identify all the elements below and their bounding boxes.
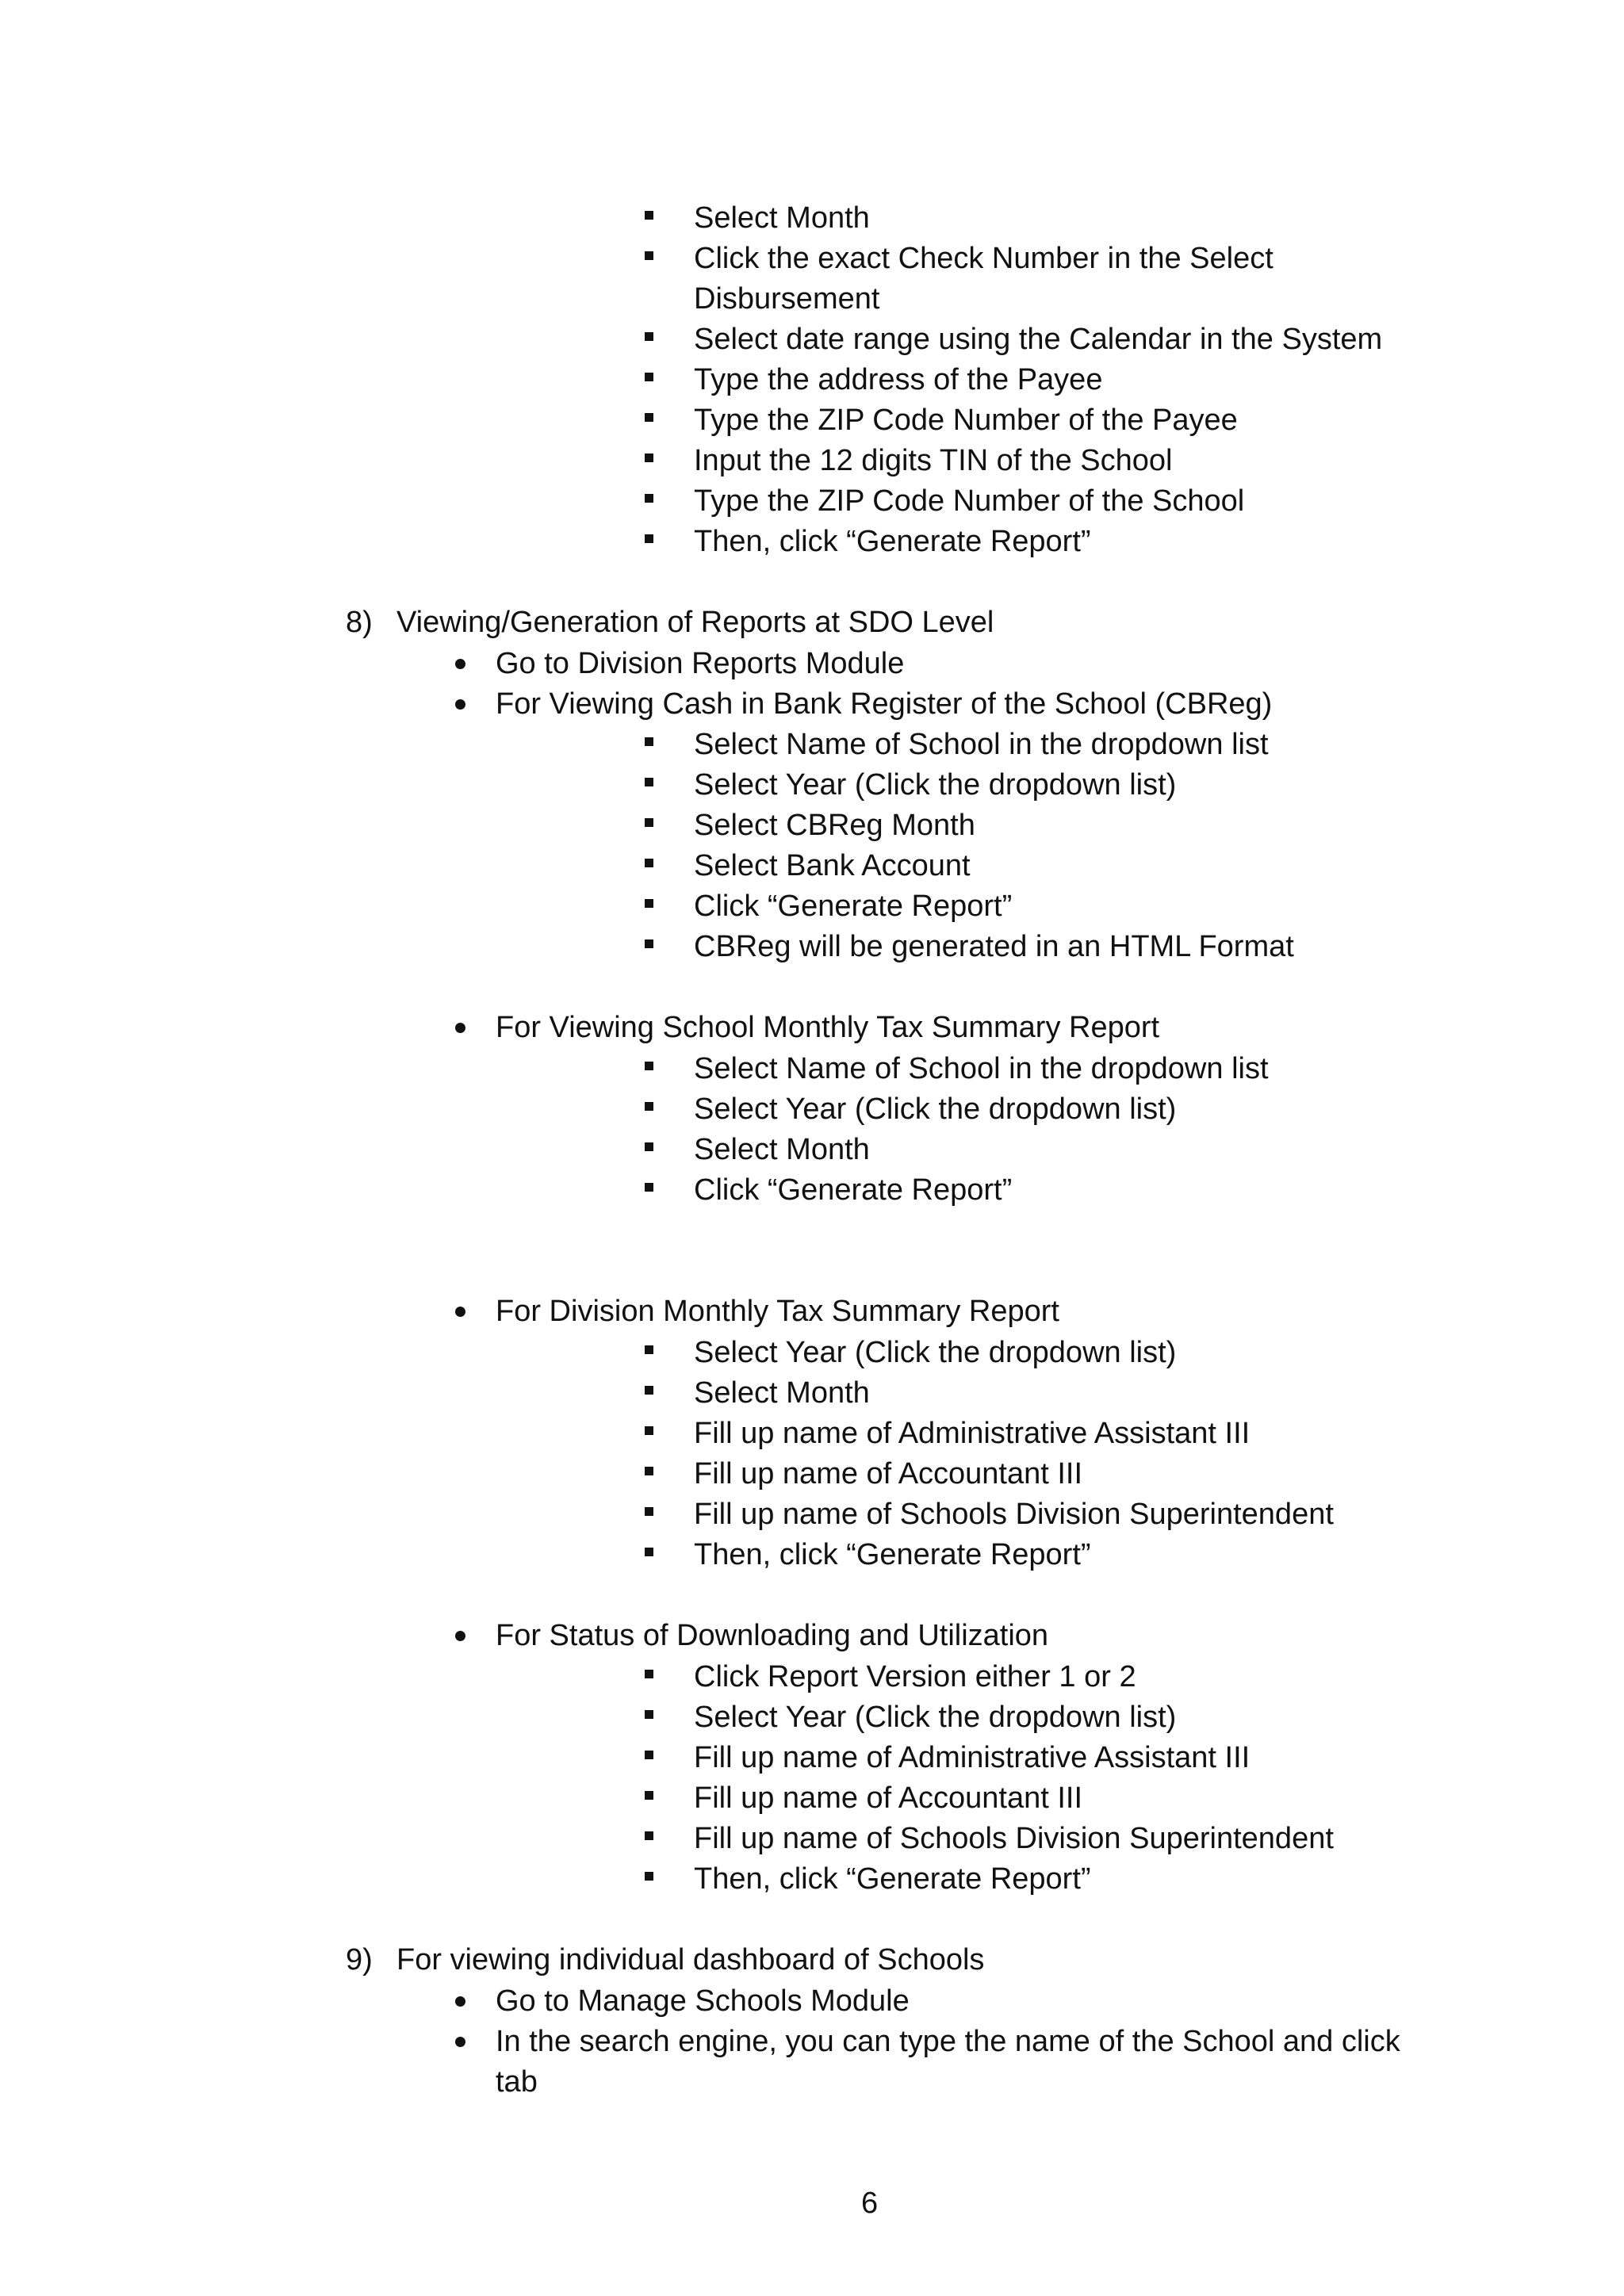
bullet-item: For Status of Downloading and Utilization <box>496 1619 1049 1652</box>
sub-item: Select CBReg Month <box>694 809 975 842</box>
section-number: 8) <box>346 606 373 639</box>
sub-item: Select Month <box>694 1133 870 1166</box>
square-bullet-icon <box>645 737 653 746</box>
bullet-icon <box>455 1631 465 1641</box>
sub-item: Select Month <box>694 201 870 235</box>
square-bullet-icon <box>645 1751 653 1759</box>
section-title: Viewing/Generation of Reports at SDO Level <box>396 606 994 639</box>
square-bullet-icon <box>645 818 653 827</box>
square-bullet-icon <box>645 1345 653 1354</box>
bullet-icon <box>455 1023 465 1033</box>
sub-item: Type the address of the Payee <box>694 363 1103 396</box>
bullet-icon <box>455 2037 465 2047</box>
sub-item: Then, click “Generate Report” <box>694 525 1091 558</box>
sub-item: Input the 12 digits TIN of the School <box>694 444 1173 477</box>
square-bullet-icon <box>645 1183 653 1192</box>
square-bullet-icon <box>645 1831 653 1840</box>
bullet-item: For Viewing Cash in Bank Register of the School (CBReg) <box>496 687 1273 721</box>
square-bullet-icon <box>645 534 653 543</box>
square-bullet-icon <box>645 1386 653 1395</box>
square-bullet-icon <box>645 251 653 260</box>
sub-item: Fill up name of Accountant III <box>694 1781 1083 1815</box>
sub-item: Type the ZIP Code Number of the Payee <box>694 404 1238 437</box>
sub-item: Fill up name of Schools Division Superintendent <box>694 1822 1334 1855</box>
sub-item: Then, click “Generate Report” <box>694 1538 1091 1571</box>
bullet-icon <box>455 1307 465 1317</box>
sub-item: Select Year (Click the dropdown list) <box>694 1336 1177 1369</box>
sub-item: Select Year (Click the dropdown list) <box>694 1701 1177 1734</box>
bullet-item-continuation: tab <box>496 2065 538 2099</box>
sub-item: Click the exact Check Number in the Select <box>694 242 1274 275</box>
sub-item: Fill up name of Accountant III <box>694 1457 1083 1490</box>
square-bullet-icon <box>645 413 653 422</box>
sub-item: Click Report Version either 1 or 2 <box>694 1660 1136 1693</box>
square-bullet-icon <box>645 453 653 462</box>
square-bullet-icon <box>645 1102 653 1111</box>
page-number: 6 <box>861 2187 879 2220</box>
square-bullet-icon <box>645 332 653 341</box>
square-bullet-icon <box>645 899 653 908</box>
square-bullet-icon <box>645 1426 653 1435</box>
square-bullet-icon <box>645 1670 653 1678</box>
sub-item: Select Year (Click the dropdown list) <box>694 768 1177 802</box>
bullet-item: In the search engine, you can type the name of the School and click <box>496 2025 1400 2058</box>
sub-item: Select date range using the Calendar in the System <box>694 323 1383 356</box>
square-bullet-icon <box>645 1548 653 1556</box>
square-bullet-icon <box>645 1142 653 1151</box>
square-bullet-icon <box>645 778 653 786</box>
square-bullet-icon <box>645 211 653 220</box>
bullet-item: Go to Manage Schools Module <box>496 1984 910 2018</box>
bullet-item: For Division Monthly Tax Summary Report <box>496 1295 1059 1328</box>
square-bullet-icon <box>645 1791 653 1800</box>
square-bullet-icon <box>645 859 653 867</box>
square-bullet-icon <box>645 1467 653 1475</box>
square-bullet-icon <box>645 1710 653 1719</box>
sub-item: CBReg will be generated in an HTML Format <box>694 930 1294 963</box>
square-bullet-icon <box>645 1062 653 1070</box>
sub-item: Fill up name of Administrative Assistant III <box>694 1741 1251 1774</box>
sub-item: Then, click “Generate Report” <box>694 1862 1091 1896</box>
square-bullet-icon <box>645 373 653 381</box>
square-bullet-icon <box>645 939 653 948</box>
sub-item: Fill up name of Administrative Assistant III <box>694 1417 1251 1450</box>
bullet-icon <box>455 699 465 710</box>
bullet-item: Go to Division Reports Module <box>496 647 905 680</box>
sub-item: Select Name of School in the dropdown list <box>694 728 1269 761</box>
sub-item: Type the ZIP Code Number of the School <box>694 484 1245 518</box>
sub-item: Click “Generate Report” <box>694 1173 1013 1207</box>
sub-item: Fill up name of Schools Division Superintendent <box>694 1498 1334 1531</box>
section-title: For viewing individual dashboard of Schools <box>396 1943 985 1976</box>
square-bullet-icon <box>645 494 653 503</box>
square-bullet-icon <box>645 1507 653 1516</box>
sub-item: Click “Generate Report” <box>694 890 1013 923</box>
section-number: 9) <box>346 1943 373 1976</box>
sub-item: Select Month <box>694 1376 870 1410</box>
bullet-icon <box>455 659 465 669</box>
sub-item-continuation: Disbursement <box>694 282 880 316</box>
sub-item: Select Name of School in the dropdown list <box>694 1052 1269 1085</box>
square-bullet-icon <box>645 1872 653 1881</box>
sub-item: Select Year (Click the dropdown list) <box>694 1093 1177 1126</box>
sub-item: Select Bank Account <box>694 849 971 882</box>
bullet-icon <box>455 1996 465 2007</box>
bullet-item: For Viewing School Monthly Tax Summary Report <box>496 1011 1160 1044</box>
